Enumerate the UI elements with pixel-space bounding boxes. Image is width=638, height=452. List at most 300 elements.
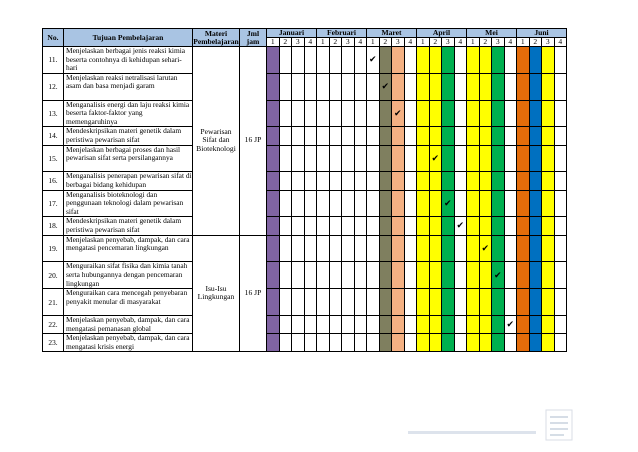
week-cell: [529, 47, 542, 74]
week-cell: [342, 145, 355, 172]
week-cell: [542, 73, 555, 100]
learning-objective: Menjelaskan berbagai jenis reaksi kimia beserta contohnya di kehidupan sehari-hari: [64, 47, 193, 74]
week-cell: [317, 289, 330, 316]
week-cell: [492, 73, 505, 100]
row-number: 16.: [43, 172, 64, 190]
week-cell: [417, 100, 430, 127]
week-cell: [454, 235, 467, 262]
row-number: 12.: [43, 73, 64, 100]
table-row: [43, 334, 567, 352]
week-cell: [479, 217, 492, 235]
header-materi: Materi Pembelajaran: [193, 28, 239, 46]
row-number: 19.: [43, 235, 64, 262]
week-cell: [529, 172, 542, 190]
week-cell: [317, 315, 330, 333]
week-cell: [517, 334, 530, 352]
header-week: 4: [404, 38, 417, 47]
week-cell: [317, 145, 330, 172]
header-week: 3: [542, 38, 555, 47]
jml-jam-cell: 16 JP: [240, 47, 267, 236]
week-cell: [517, 289, 530, 316]
week-cell: [404, 217, 417, 235]
week-cell: [454, 100, 467, 127]
week-cell: [529, 217, 542, 235]
week-cell: [317, 100, 330, 127]
week-cell: [304, 235, 317, 262]
week-cell: [492, 190, 505, 217]
week-cell: [529, 100, 542, 127]
week-cell: [392, 190, 405, 217]
week-cell: [329, 127, 342, 145]
week-cell: [292, 172, 305, 190]
week-cell: [554, 289, 567, 316]
table-row: [43, 262, 567, 289]
week-cell: [492, 100, 505, 127]
week-cell: [317, 172, 330, 190]
week-cell: [479, 315, 492, 333]
table-row: [43, 47, 567, 74]
week-cell: [479, 190, 492, 217]
footer-stamp-logo: [544, 408, 574, 442]
week-cell: [329, 145, 342, 172]
week-cell: [542, 235, 555, 262]
week-cell: [367, 127, 380, 145]
week-cell: [454, 73, 467, 100]
week-cell: [342, 334, 355, 352]
row-number: 11.: [43, 47, 64, 74]
header-no: No.: [43, 29, 64, 47]
week-cell: [404, 334, 417, 352]
week-cell: [417, 217, 430, 235]
week-cell: [504, 262, 517, 289]
week-cell: [317, 190, 330, 217]
week-cell: [279, 289, 292, 316]
table-row: [43, 145, 567, 172]
week-cell: [304, 172, 317, 190]
week-cell: [279, 334, 292, 352]
week-cell: [379, 217, 392, 235]
week-cell: [429, 127, 442, 145]
week-cell: [542, 262, 555, 289]
week-cell: [379, 145, 392, 172]
week-cell: [479, 334, 492, 352]
week-cell: [304, 262, 317, 289]
week-cell: [292, 262, 305, 289]
week-cell: [517, 127, 530, 145]
week-cell: [367, 262, 380, 289]
check-mark-icon: ✔: [368, 55, 377, 66]
header-row-months: [43, 29, 567, 38]
week-cell: [404, 315, 417, 333]
week-cell: [542, 47, 555, 74]
week-cell: [304, 334, 317, 352]
week-cell: [417, 47, 430, 74]
week-cell: [279, 172, 292, 190]
week-cell: [329, 190, 342, 217]
week-cell: [554, 172, 567, 190]
week-cell: [392, 217, 405, 235]
header-month: April: [417, 29, 467, 38]
week-cell: [542, 190, 555, 217]
week-cell: [442, 262, 455, 289]
header-week: 3: [492, 38, 505, 47]
week-cell: [467, 289, 480, 316]
week-cell: [354, 262, 367, 289]
week-cell: [267, 47, 280, 74]
week-cell: [429, 172, 442, 190]
week-cell: [479, 172, 492, 190]
check-mark-icon: ✔: [506, 320, 515, 331]
header-week: 1: [517, 38, 530, 47]
week-cell: [529, 262, 542, 289]
header-month: Maret: [367, 29, 417, 38]
week-cell: [429, 235, 442, 262]
week-cell: [304, 100, 317, 127]
week-cell: [404, 73, 417, 100]
header-week: 3: [392, 38, 405, 47]
header-week: 1: [467, 38, 480, 47]
week-cell: [479, 47, 492, 74]
learning-objective: Mendeskripsikan materi genetik dalam peristiwa pewarisan sifat: [64, 127, 193, 145]
week-cell: [554, 262, 567, 289]
week-cell: [542, 289, 555, 316]
week-cell: [442, 145, 455, 172]
week-cell: [454, 262, 467, 289]
materi-cell: Isu-Isu Lingkungan: [193, 235, 240, 352]
header-week: 1: [317, 38, 330, 47]
week-cell: [467, 217, 480, 235]
week-cell: [292, 47, 305, 74]
week-cell: [329, 315, 342, 333]
week-cell: [504, 235, 517, 262]
week-cell: [367, 73, 380, 100]
week-cell: [504, 190, 517, 217]
week-cell: [329, 100, 342, 127]
week-cell: [504, 127, 517, 145]
week-cell: [404, 145, 417, 172]
week-cell: [429, 47, 442, 74]
week-cell: [379, 235, 392, 262]
week-cell: [329, 217, 342, 235]
week-cell: [417, 172, 430, 190]
check-mark-icon: ✔: [443, 198, 452, 209]
week-cell: [367, 289, 380, 316]
week-cell: [442, 190, 455, 217]
week-cell: [279, 190, 292, 217]
week-cell: [342, 217, 355, 235]
week-cell: [292, 334, 305, 352]
header-week: 1: [367, 38, 380, 47]
week-cell: [354, 73, 367, 100]
week-cell: [292, 217, 305, 235]
week-cell: [304, 190, 317, 217]
week-cell: [404, 262, 417, 289]
header-week: 4: [354, 38, 367, 47]
week-cell: [492, 334, 505, 352]
week-cell: [379, 315, 392, 333]
week-cell: [317, 217, 330, 235]
header-week: 2: [279, 38, 292, 47]
week-cell: [304, 217, 317, 235]
week-cell: [442, 172, 455, 190]
week-cell: [267, 217, 280, 235]
week-cell: [392, 262, 405, 289]
week-cell: [267, 289, 280, 316]
week-cell: [392, 73, 405, 100]
week-cell: [492, 235, 505, 262]
week-cell: [329, 47, 342, 74]
week-cell: [392, 289, 405, 316]
week-cell: [442, 315, 455, 333]
week-cell: [367, 47, 380, 74]
week-cell: [279, 73, 292, 100]
week-cell: [517, 262, 530, 289]
week-cell: [529, 145, 542, 172]
learning-objective: Menjelaskan berbagai proses dan hasil pewarisan sifat serta persilangannya: [64, 145, 193, 172]
week-cell: [479, 262, 492, 289]
week-cell: [517, 172, 530, 190]
week-cell: [404, 190, 417, 217]
week-cell: [329, 289, 342, 316]
week-cell: [554, 145, 567, 172]
week-cell: [279, 100, 292, 127]
header-week: 4: [304, 38, 317, 47]
week-cell: [279, 217, 292, 235]
week-cell: [504, 334, 517, 352]
week-cell: [267, 262, 280, 289]
learning-objective: Menganalisis energi dan laju reaksi kimia beserta faktor-faktor yang memengaruhinya: [64, 100, 193, 127]
week-cell: [292, 289, 305, 316]
week-cell: [454, 217, 467, 235]
row-number: 22.: [43, 315, 64, 333]
week-cell: [467, 47, 480, 74]
week-cell: [517, 47, 530, 74]
table-row: [43, 315, 567, 333]
learning-objective: Menjelaskan reaksi netralisasi larutan asam dan basa menjadi garam: [64, 73, 193, 100]
week-cell: [279, 315, 292, 333]
week-cell: [367, 334, 380, 352]
week-cell: [292, 145, 305, 172]
week-cell: [317, 235, 330, 262]
week-cell: [354, 289, 367, 316]
week-cell: [267, 73, 280, 100]
week-cell: [379, 47, 392, 74]
footer-watermark-line: [408, 431, 536, 434]
week-cell: [504, 100, 517, 127]
week-cell: [329, 262, 342, 289]
week-cell: [517, 73, 530, 100]
week-cell: [279, 47, 292, 74]
week-cell: [354, 127, 367, 145]
week-cell: [304, 315, 317, 333]
week-cell: [342, 127, 355, 145]
learning-objective: Menjelaskan penyebab, dampak, dan cara mengatasi krisis energi: [64, 334, 193, 352]
week-cell: [329, 334, 342, 352]
week-cell: [554, 73, 567, 100]
week-cell: [417, 127, 430, 145]
week-cell: [354, 47, 367, 74]
week-cell: [442, 289, 455, 316]
week-cell: [292, 190, 305, 217]
week-cell: [529, 190, 542, 217]
week-cell: [429, 145, 442, 172]
week-cell: [479, 100, 492, 127]
week-cell: [467, 262, 480, 289]
learning-objective: Menjelaskan penyebab, dampak, dan cara mengatasi pemanasan global: [64, 315, 193, 333]
week-cell: [354, 315, 367, 333]
learning-objective: Menguraikan sifat fisika dan kimia tanah serta hubungannya dengan pencemaran lingkungan: [64, 262, 193, 289]
week-cell: [267, 334, 280, 352]
week-cell: [342, 289, 355, 316]
week-cell: [504, 172, 517, 190]
week-cell: [467, 127, 480, 145]
week-cell: [342, 73, 355, 100]
week-cell: [392, 172, 405, 190]
row-number: 17.: [43, 190, 64, 217]
week-cell: [442, 235, 455, 262]
week-cell: [304, 127, 317, 145]
week-cell: [342, 235, 355, 262]
week-cell: [379, 334, 392, 352]
table-row: [43, 172, 567, 190]
week-cell: [342, 190, 355, 217]
table-row: [43, 127, 567, 145]
week-cell: [442, 127, 455, 145]
week-cell: [292, 127, 305, 145]
week-cell: [517, 145, 530, 172]
week-cell: [554, 217, 567, 235]
week-cell: [404, 47, 417, 74]
week-cell: [454, 289, 467, 316]
week-cell: [404, 127, 417, 145]
check-mark-icon: ✔: [481, 243, 490, 254]
week-cell: [429, 73, 442, 100]
week-cell: [492, 145, 505, 172]
week-cell: [304, 73, 317, 100]
week-cell: [504, 47, 517, 74]
week-cell: [492, 289, 505, 316]
week-cell: [417, 315, 430, 333]
check-mark-icon: ✔: [456, 221, 465, 232]
week-cell: [279, 235, 292, 262]
week-cell: [542, 334, 555, 352]
week-cell: [442, 73, 455, 100]
week-cell: [404, 172, 417, 190]
header-week: 4: [504, 38, 517, 47]
week-cell: [367, 145, 380, 172]
week-cell: [354, 172, 367, 190]
week-cell: [479, 289, 492, 316]
week-cell: [504, 145, 517, 172]
week-cell: [504, 73, 517, 100]
week-cell: [292, 315, 305, 333]
week-cell: [379, 190, 392, 217]
header-week: 2: [479, 38, 492, 47]
week-cell: [417, 73, 430, 100]
week-cell: [367, 190, 380, 217]
table-row: [43, 217, 567, 235]
header-month: Februari: [317, 29, 367, 38]
table-row: [43, 100, 567, 127]
week-cell: [417, 334, 430, 352]
header-week: 2: [429, 38, 442, 47]
week-cell: [304, 47, 317, 74]
week-cell: [479, 145, 492, 172]
week-cell: [492, 262, 505, 289]
week-cell: [292, 73, 305, 100]
table-row: [43, 289, 567, 316]
schedule-table: [42, 28, 567, 352]
header-week: 3: [442, 38, 455, 47]
week-cell: [392, 47, 405, 74]
header-week: 2: [529, 38, 542, 47]
learning-objective: Menjelaskan penyebab, dampak, dan cara mengatasi pencemaran lingkungan: [64, 235, 193, 262]
week-cell: [392, 235, 405, 262]
week-cell: [529, 235, 542, 262]
week-cell: [529, 73, 542, 100]
week-cell: [492, 47, 505, 74]
week-cell: [279, 127, 292, 145]
week-cell: [492, 315, 505, 333]
week-cell: [354, 145, 367, 172]
header-week: 1: [417, 38, 430, 47]
week-cell: [479, 127, 492, 145]
week-cell: [542, 172, 555, 190]
header-week: 2: [329, 38, 342, 47]
week-cell: [392, 145, 405, 172]
week-cell: [392, 315, 405, 333]
week-cell: [554, 127, 567, 145]
week-cell: [267, 172, 280, 190]
week-cell: [379, 73, 392, 100]
week-cell: [304, 145, 317, 172]
week-cell: [304, 289, 317, 316]
week-cell: [442, 334, 455, 352]
week-cell: [354, 334, 367, 352]
table-row: [43, 235, 567, 262]
header-jml: Jml jam: [240, 29, 267, 47]
week-cell: [429, 289, 442, 316]
week-cell: [504, 315, 517, 333]
week-cell: [542, 100, 555, 127]
header-week: 1: [267, 38, 280, 47]
week-cell: [267, 145, 280, 172]
week-cell: [342, 47, 355, 74]
week-cell: [354, 235, 367, 262]
header-week: 3: [342, 38, 355, 47]
week-cell: [317, 127, 330, 145]
week-cell: [317, 47, 330, 74]
header-month: Januari: [267, 29, 317, 38]
week-cell: [317, 334, 330, 352]
week-cell: [454, 315, 467, 333]
week-cell: [367, 172, 380, 190]
row-number: 21.: [43, 289, 64, 316]
week-cell: [429, 190, 442, 217]
week-cell: [492, 127, 505, 145]
week-cell: [529, 334, 542, 352]
week-cell: [354, 217, 367, 235]
week-cell: [329, 172, 342, 190]
week-cell: [267, 315, 280, 333]
learning-objective: Menguraikan cara mencegah penyebaran penyakit menular di masyarakat: [64, 289, 193, 316]
check-mark-icon: ✔: [493, 270, 502, 281]
week-cell: [492, 172, 505, 190]
week-cell: [454, 172, 467, 190]
learning-objective: Menganalisis penerapan pewarisan sifat di berbagai bidang kehidupan: [64, 172, 193, 190]
header-week: 2: [379, 38, 392, 47]
week-cell: [504, 217, 517, 235]
